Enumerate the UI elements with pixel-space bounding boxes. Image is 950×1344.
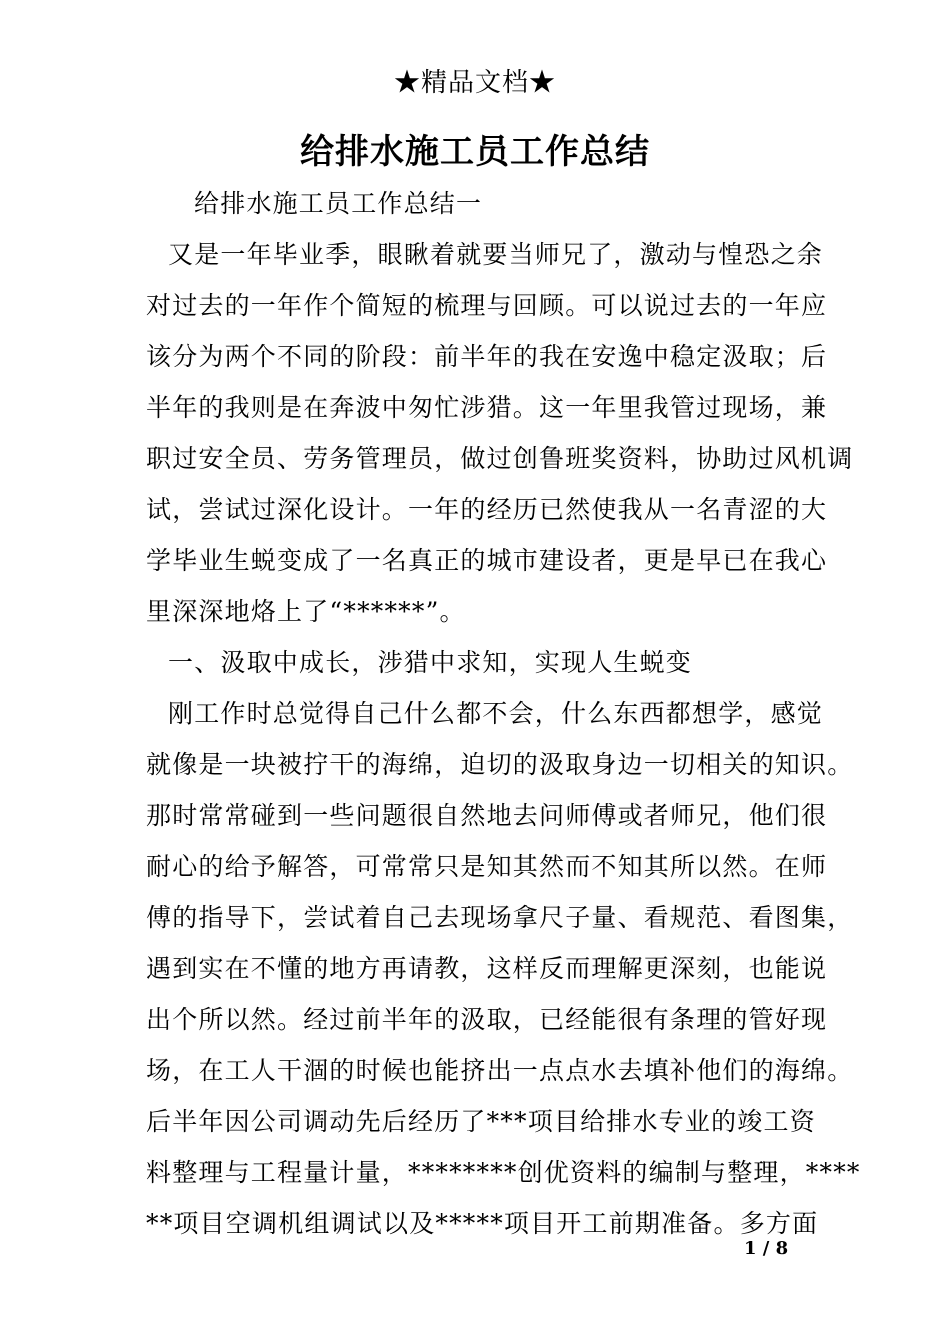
paragraph-line: 该分为两个不同的阶段：前半年的我在安逸中稳定汲取；后	[146, 342, 828, 371]
paragraph-line: 场，在工人干涸的时候也能挤出一点点水去填补他们的海绵。	[146, 1056, 854, 1085]
paragraph-line: 出个所以然。经过前半年的汲取，已经能很有条理的管好现	[146, 1005, 828, 1034]
paragraph-line: 耐心的给予解答，可常常只是知其然而不知其所以然。在师	[146, 852, 828, 881]
paragraph-line: 对过去的一年作个简短的梳理与回顾。可以说过去的一年应	[146, 291, 828, 320]
section-heading: 一、汲取中成长，涉猎中求知，实现人生蜕变	[168, 648, 693, 677]
paragraph-line: 那时常常碰到一些问题很自然地去问师傅或者师兄，他们很	[146, 801, 828, 830]
header-mark: ★精品文档★	[393, 68, 556, 98]
section-subtitle: 给排水施工员工作总结一	[194, 189, 483, 218]
paragraph-line: 料整理与工程量计量，********创优资料的编制与整理，****	[146, 1158, 861, 1187]
paragraph-line: 试，尝试过深化设计。一年的经历已然使我从一名青涩的大	[146, 495, 828, 524]
paragraph-line: **项目空调机组调试以及*****项目开工前期准备。多方面	[146, 1209, 819, 1238]
paragraph-line: 后半年因公司调动先后经历了***项目给排水专业的竣工资	[146, 1107, 816, 1136]
paragraph-line: 半年的我则是在奔波中匆忙涉猎。这一年里我管过现场，兼	[146, 393, 828, 422]
paragraph-line: 里深深地烙上了“******”。	[146, 597, 466, 626]
paragraph-line: 学毕业生蜕变成了一名真正的城市建设者，更是早已在我心	[146, 546, 828, 575]
paragraph-line: 傅的指导下，尝试着自己去现场拿尺子量、看规范、看图集，	[146, 903, 854, 932]
page-title: 给排水施工员工作总结	[300, 132, 650, 172]
body-text	[146, 178, 861, 1249]
paragraph-line: 又是一年毕业季，眼瞅着就要当师兄了，激动与惶恐之余	[168, 240, 824, 269]
page-number: 1 / 8	[744, 1238, 789, 1259]
paragraph-line: 就像是一块被拧干的海绵，迫切的汲取身边一切相关的知识。	[146, 750, 854, 779]
paragraph-line: 刚工作时总觉得自己什么都不会，什么东西都想学，感觉	[168, 699, 824, 728]
paragraph-line: 职过安全员、劳务管理员，做过创鲁班奖资料，协助过风机调	[146, 444, 854, 473]
paragraph-line: 遇到实在不懂的地方再请教，这样反而理解更深刻，也能说	[146, 954, 828, 983]
